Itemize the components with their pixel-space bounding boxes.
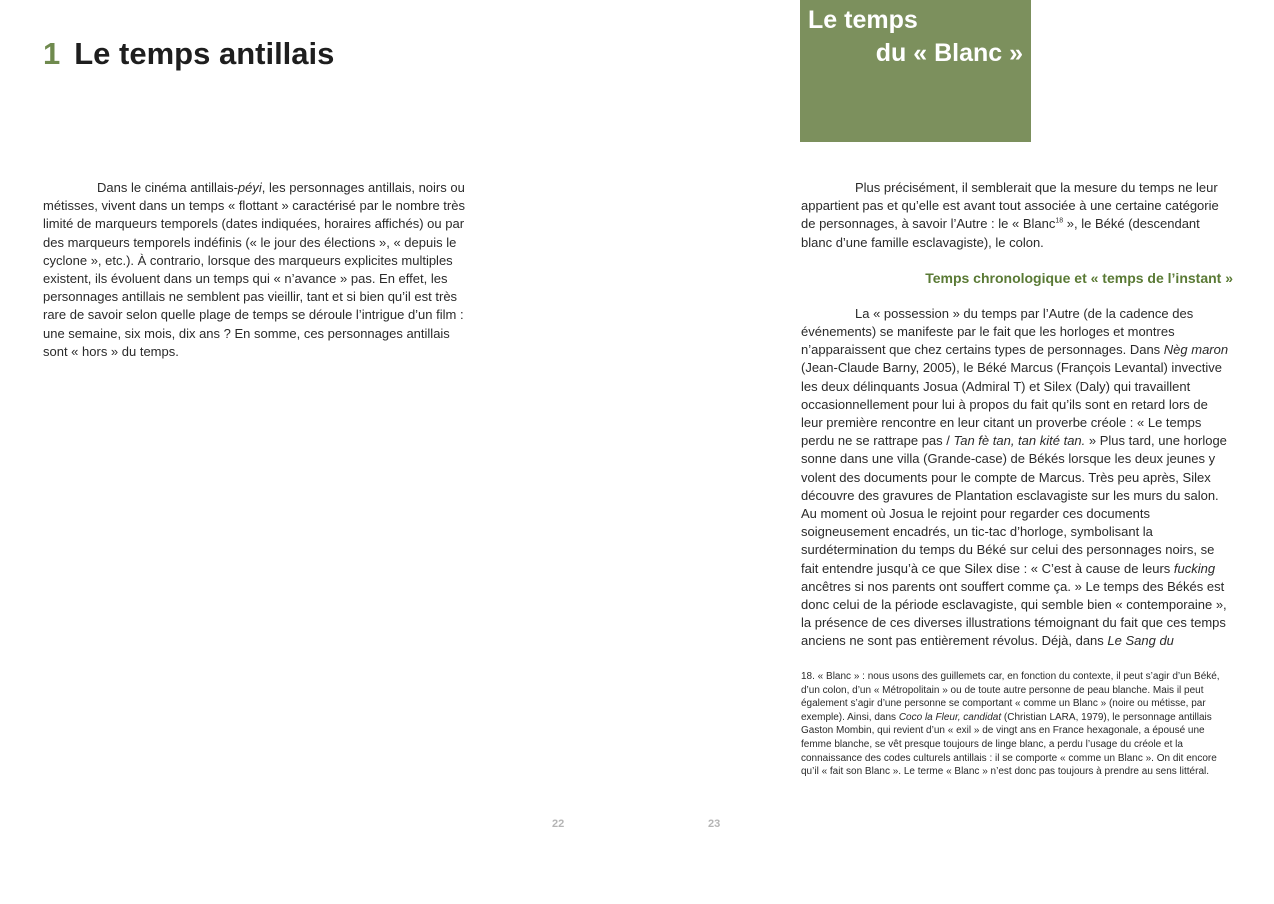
subheading: Temps chronologique et « temps de l’instant » <box>925 269 1233 286</box>
page-number-left: 22 <box>552 818 565 830</box>
section-title-line-2: du « Blanc » <box>875 39 1023 67</box>
left-body-paragraph: Dans le cinéma antillais-péyi, les personnages antillais, noirs ou métisses, vivent dans un temps « flottant » caractérisé par le nombre très limité de marqueurs temporels (dates indiquées, horaires affichés) ou par des marqueurs temporels indéfinis (« le jour des élections », « depuis le cyclone », etc.). À contrario, lorsque des marqueurs explicites multiples existent, ils évoluent dans un temps qui « n’avance » pas. En effet, les personnages antillais ne semblent pas vieillir, tant et si bien qu’il est très rare de savoir selon quelle plage de temps se déroule l’intrigue d’un film : une semaine, six mois, dix ans ? En somme, ces personnages antillais sont « hors » du temps. <box>43 180 465 359</box>
chapter-title: Le temps antillais <box>74 36 335 71</box>
page-number-right: 23 <box>708 818 721 830</box>
right-body-paragraph-2: La « possession » du temps par l’Autre (de la cadence des événements) se manifeste par le fait que les horloges et montres n’apparaissent que chez certains types de personnages. Dans Nèg maron (Jean-Claude Barny, 2005), le Béké Marcus (François Levantal) invective les deux délinquants Josua (Admiral T) et Silex (Daly) qui travaillent occasionnellement pour lui à propos du fait qu’ils sont en retard lors de leur première rencontre en leur citant un proverbe créole : « Le temps perdu ne se rattrape pas / Tan fè tan, tan kité tan. » Plus tard, une horloge sonne dans une villa (Grande-case) de Békés lorsque les deux jeunes y volent des documents pour le compte de Marcus. Très peu après, Silex découvre des gravures de Plantation esclavagiste sur les murs du salon. Au moment où Josua le rejoint pour regarder ces documents soigneusement encadrés, un tic-tac d’horloge, symbolisant la surdétermination du temps du Béké sur celui des personnages noirs, se fait entendre jusqu’à ce que Silex dise : « C’est à cause de leurs fucking ancêtres si nos parents ont souffert comme ça. » Le temps des Békés est donc celui de la période esclavagiste, qui semble bien « contemporaine », la présence de ces diverses illustrations témoignant du fait que ces temps anciens ne sont pas entièrement révolus. Déjà, dans Le Sang du <box>801 305 1229 649</box>
footnote-ref: 18 <box>1055 218 1064 226</box>
chapter-heading <box>43 36 334 72</box>
section-title-line-1: Le temps <box>808 6 918 34</box>
right-body <box>801 179 1233 651</box>
section-title-box <box>800 0 1031 142</box>
right-body-paragraph-1: Plus précisément, il semblerait que la mesure du temps ne leur appartient pas et qu’elle est avant tout associée à une certaine catégorie de personnages, à savoir l’Autre : le « Blanc$^{18}$ », le Béké (descendant blanc d’une famille esclavagiste), le colon. <box>801 180 1219 250</box>
chapter-number: 1 <box>43 36 61 71</box>
section-title <box>808 4 1023 70</box>
footnote: 18. « Blanc » : nous usons des guillemets car, en fonction du contexte, il peut s’agir d’un Béké, d’un colon, d’un « Métropolitain » ou de toute autre personne de peau blanche. Mais il peut également s’agir d’une personne se comportant « comme un Blanc » (noire ou métisse, par exemple). Ainsi, dans Coco la Fleur, candidat (Christian LARA, 1979), le personnage antillais Gaston Mombin, qui revient d’un « exil » de vingt ans en France hexagonale, a épousé une femme blanche, se vêt presque toujours de linge blanc, a perdu l’usage du créole et la connaissance des codes culturels antillais : il se comporte « comme un Blanc ». On dit encore qu’il « fait son Blanc ». Le terme « Blanc » n’est donc pas toujours à prendre au sens littéral. <box>801 671 1220 778</box>
